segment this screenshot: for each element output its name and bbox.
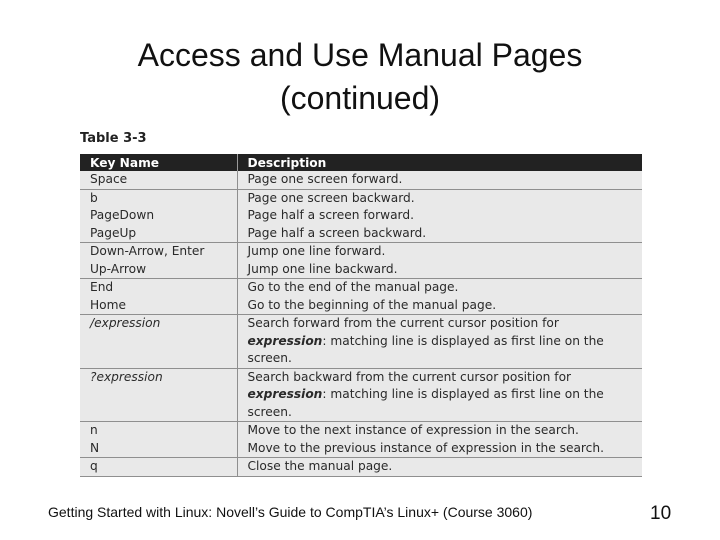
table-row	[80, 315, 642, 369]
description-cell	[237, 368, 642, 422]
description-cell	[237, 315, 642, 369]
key-name-cell: End	[80, 279, 237, 297]
header-description: Description	[237, 154, 642, 171]
key-name-cell: b	[80, 189, 237, 207]
slide-title-line-2: (continued)	[279, 80, 441, 116]
key-name-cell: N	[80, 440, 237, 458]
key-name-cell: /expression	[80, 315, 237, 369]
description-cell	[237, 243, 642, 261]
description-line: Jump one line backward.	[247, 261, 398, 276]
table-row	[80, 458, 642, 477]
slide-title	[0, 34, 720, 120]
key-name-cell: PageDown	[80, 207, 237, 225]
description-cell	[237, 440, 642, 458]
table-body	[80, 171, 642, 476]
table-row	[80, 261, 642, 279]
header-key-name: Key Name	[80, 154, 237, 171]
description-line: Search forward from the current cursor position for	[247, 316, 559, 330]
key-name-cell: Space	[80, 171, 237, 189]
description-cell	[237, 279, 642, 297]
table-row	[80, 243, 642, 261]
description-cell	[237, 225, 642, 243]
description-line: Move to the previous instance of expression in the search.	[247, 440, 604, 455]
description-line: Go to the end of the manual page.	[247, 280, 459, 294]
table-row	[80, 171, 642, 189]
key-name-cell: Home	[80, 297, 237, 315]
key-name-cell: PageUp	[80, 225, 237, 243]
description-line: expression: matching line is displayed as first line on the	[247, 333, 604, 348]
table-row	[80, 189, 642, 207]
table-row	[80, 368, 642, 422]
description-line: Move to the next instance of expression in the search.	[247, 423, 579, 437]
description-line: Page one screen backward.	[247, 190, 415, 205]
key-name-cell: Up-Arrow	[80, 261, 237, 279]
description-cell	[237, 422, 642, 440]
table-row	[80, 225, 642, 243]
description-line: screen.	[247, 404, 292, 419]
description-cell	[237, 207, 642, 225]
description-line: Search backward from the current cursor position for	[247, 369, 572, 384]
table-row	[80, 207, 642, 225]
description-cell	[237, 458, 642, 477]
key-table	[80, 154, 642, 477]
description-cell	[237, 297, 642, 315]
description-line: Page half a screen forward.	[247, 208, 414, 222]
table-row	[80, 297, 642, 315]
description-line: Go to the beginning of the manual page.	[247, 297, 497, 312]
table-header-row	[80, 154, 642, 171]
table-row	[80, 279, 642, 297]
description-line: Close the manual page.	[247, 459, 393, 473]
slide-title-line-1: Access and Use Manual Pages	[137, 37, 583, 73]
key-name-cell: ?expression	[80, 368, 237, 422]
description-line: Jump one line forward.	[247, 244, 386, 258]
table-row	[80, 422, 642, 440]
description-cell	[237, 189, 642, 207]
key-name-cell: n	[80, 422, 237, 440]
slide-footer: Getting Started with Linux: Novell’s Guide to CompTIA’s Linux+ (Course 3060)	[48, 504, 533, 520]
description-line: expression: matching line is displayed as first line on the	[247, 387, 604, 401]
description-line: Page one screen forward.	[247, 172, 403, 186]
description-line: Page half a screen backward.	[247, 225, 427, 240]
description-cell	[237, 261, 642, 279]
key-name-cell: Down-Arrow, Enter	[80, 243, 237, 261]
table-caption: Table 3-3	[80, 131, 147, 146]
table-row	[80, 440, 642, 458]
page-number: 10	[650, 503, 672, 524]
key-name-cell: q	[80, 458, 237, 477]
description-cell	[237, 171, 642, 189]
description-line: screen.	[247, 351, 292, 365]
